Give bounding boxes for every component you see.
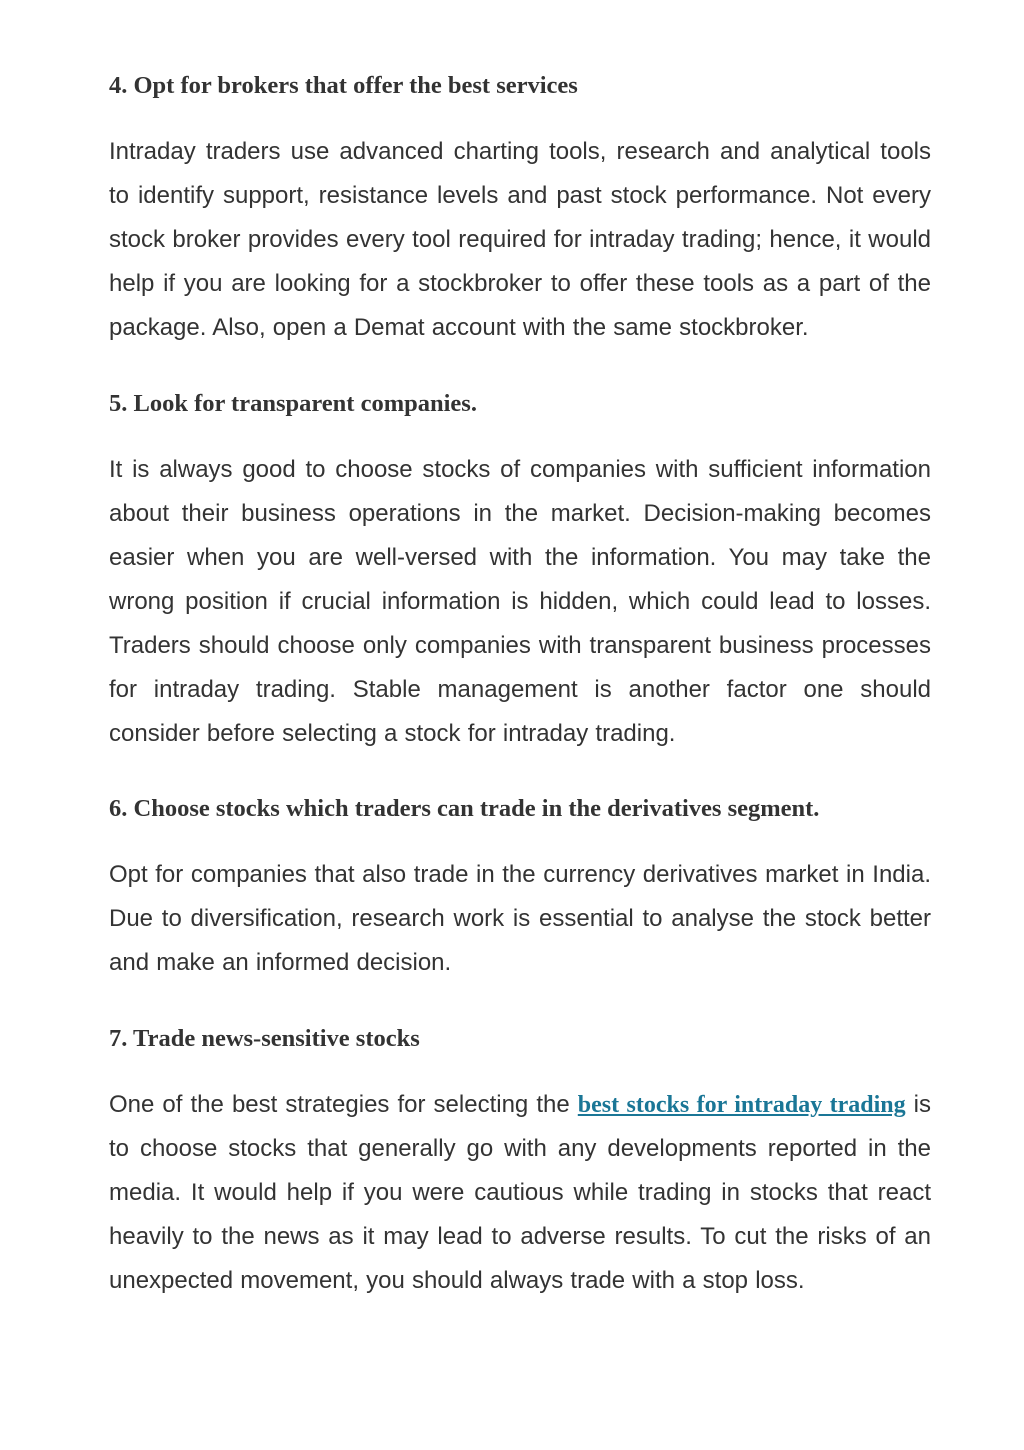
section-heading-7: 7. Trade news-sensitive stocks [109,1025,420,1052]
body-text-after-link: is to choose stocks that generally go with any developments reported in the media. It would help if you were cautious while trading in stocks that react heavily to the news as it may lead to adverse results. To cut the risks of an unexpected movement, you should always trade with a stop loss. [109,1091,931,1294]
article-content [109,0,931,1384]
body-text-before-link: One of the best strategies for selecting the [109,1091,578,1118]
section-body-5: It is always good to choose stocks of companies with sufficient information about their business operations in the market. Decision-making becomes easier when you are well-versed with the information. You may take the wrong position if crucial information is hidden, which could lead to losses. Traders should choose only companies with transparent business processes for intraday trading. Stable management is another factor one should consider before selecting a stock for intraday trading. [109,456,931,747]
section-body-6: Opt for companies that also trade in the currency derivatives market in India. Due to diversification, research work is essential to analyse the stock better and make an informed decision. [109,861,931,976]
section-heading-4: 4. Opt for brokers that offer the best services [109,72,578,99]
section-heading-5: 5. Look for transparent companies. [109,390,477,417]
section-body-7 [109,1083,931,1303]
section-heading-6: 6. Choose stocks which traders can trade in the derivatives segment. [109,795,820,822]
section-body-4: Intraday traders use advanced charting tools, research and analytical tools to identify support, resistance levels and past stock performance. Not every stock broker provides every tool required for intraday trading; hence, it would help if you are looking for a stockbroker to offer these tools as a part of the package. Also, open a Demat account with the same stockbroker. [109,138,931,341]
best-stocks-link[interactable]: best stocks for intraday trading [577,1092,906,1118]
